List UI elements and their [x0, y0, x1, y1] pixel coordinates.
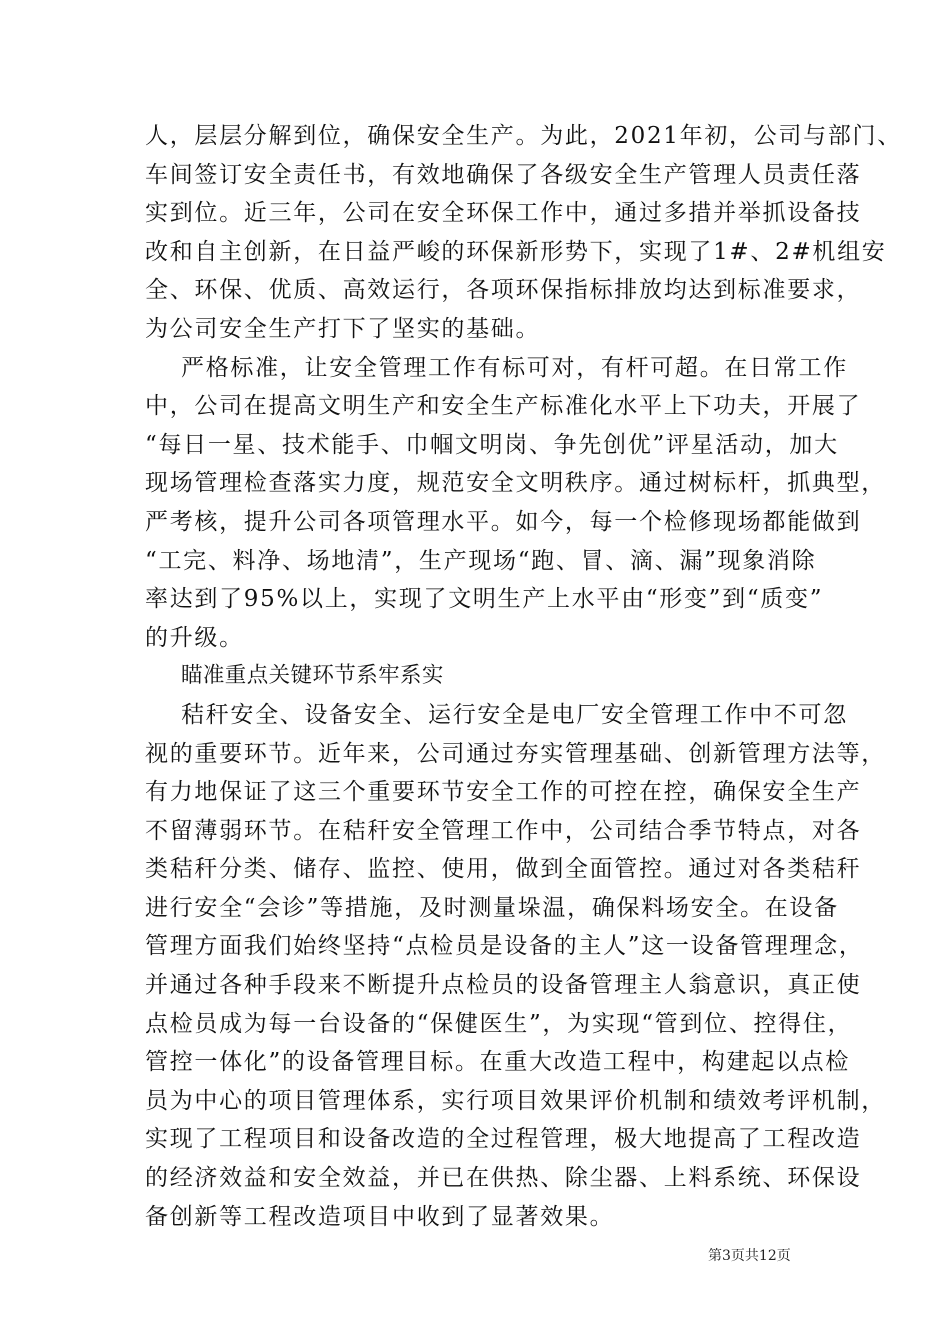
text-line: 严考核，提升公司各项管理水平。如今，每一个检修现场都能做到: [145, 508, 862, 535]
text-line: 实到位。近三年，公司在安全环保工作中，通过多措并举抓设备技: [145, 200, 862, 227]
text-line: 全、环保、优质、高效运行，各项环保指标排放均达到标准要求，: [145, 277, 862, 304]
text-line: 现场管理检查落实力度，规范安全文明秩序。通过树标杆，抓典型，: [145, 470, 886, 497]
text-line: 管控一体化”的设备管理目标。在重大改造工程中，构建起以点检: [145, 1049, 851, 1076]
text-line: 车间签订安全责任书，有效地确保了各级安全生产管理人员责任落: [145, 161, 862, 188]
page-number-footer: 第3页共12页: [708, 1248, 791, 1264]
text-line: 类秸秆分类、储存、监控、使用，做到全面管控。通过对各类秸秆: [145, 856, 862, 883]
body-text: [145, 117, 902, 1236]
text-line: 有力地保证了这三个重要环节安全工作的可控在控，确保安全生产: [145, 779, 862, 806]
text-line: 率达到了95%以上，实现了文明生产上水平由“形变”到“质变”: [145, 586, 824, 613]
text-line: 的升级。: [145, 624, 244, 651]
paragraph-start-line: 秸秆安全、设备安全、运行安全是电厂安全管理工作中不可忽: [181, 701, 848, 728]
text-line: 的经济效益和安全效益，并已在供热、除尘器、上料系统、环保设: [145, 1165, 862, 1192]
text-line: 实现了工程项目和设备改造的全过程管理，极大地提高了工程改造: [145, 1126, 862, 1153]
text-line: 不留薄弱环节。在秸秆安全管理工作中，公司结合季节特点，对各: [145, 817, 862, 844]
text-line: 点检员成为每一台设备的“保健医生”，为实现“管到位、控得住，: [145, 1010, 853, 1037]
text-line: 为公司安全生产打下了坚实的基础。: [145, 315, 541, 342]
text-line: 中，公司在提高文明生产和安全生产标准化水平上下功夫，开展了: [145, 393, 862, 420]
text-line: “每日一星、技术能手、巾帼文明岗、争先创优”评星活动，加大: [145, 431, 839, 458]
text-line: 管理方面我们始终坚持“点检员是设备的主人”这一设备管理理念，: [145, 933, 864, 960]
paragraph-start-line: 严格标准，让安全管理工作有标可对，有杆可超。在日常工作: [181, 354, 848, 381]
section-heading: 瞄准重点关键环节系牢系实: [181, 663, 444, 689]
text-line: 改和自主创新，在日益严峻的环保新形势下，实现了1#、2#机组安: [145, 238, 887, 265]
text-line: 视的重要环节。近年来，公司通过夯实管理基础、创新管理方法等，: [145, 740, 886, 767]
text-line: 人，层层分解到位，确保安全生产。为此，2021年初，公司与部门、: [145, 123, 902, 149]
text-line: “工完、料净、场地清”，生产现场“跑、冒、滴、漏”现象消除: [145, 547, 817, 574]
text-line: 并通过各种手段来不断提升点检员的设备管理主人翁意识，真正使: [145, 972, 862, 999]
text-line: 进行安全“会诊”等措施，及时测量垛温，确保料场安全。在设备: [145, 894, 839, 921]
text-line: 员为中心的项目管理体系，实行项目效果评价机制和绩效考评机制，: [145, 1087, 886, 1114]
text-line: 备创新等工程改造项目中收到了显著效果。: [145, 1203, 615, 1230]
